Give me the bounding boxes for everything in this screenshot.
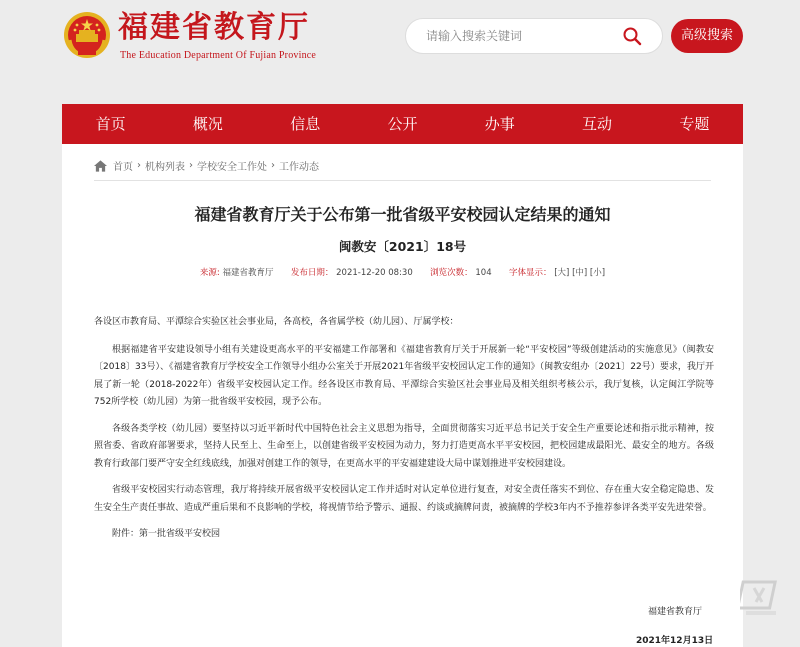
publish-date: 2021-12-20 08:30 (336, 268, 413, 278)
font-size-label: 字体显示： (509, 268, 552, 278)
source-value: 福建省教育厅 (222, 268, 274, 278)
main-nav (62, 104, 743, 144)
font-medium-link[interactable]: [中] (572, 268, 588, 278)
nav-item-interaction[interactable]: 互动 (582, 115, 613, 133)
article-container (62, 144, 743, 647)
breadcrumb-home[interactable]: 首页 (113, 162, 133, 173)
views-count: 104 (475, 268, 492, 278)
national-emblem-icon[interactable] (62, 10, 112, 60)
paragraph: 省级平安校园实行动态管理，我厅将持续开展省级平安校园认定工作并适时对认定单位进行复查，对安全责任落实不到位、存在重大安全稳定隐患、发生安全生产责任事故、造成严重后果和不良影响的学校，将视情节给予警示、通报、约谈或摘牌问责，被摘牌的学校3年内不予推荐参评各类平安先进荣誉。 (94, 485, 714, 513)
breadcrumb-work-news[interactable]: 工作动态 (279, 162, 319, 173)
breadcrumb-divider (94, 180, 711, 181)
breadcrumb-separator: › (189, 160, 193, 171)
nav-item-public[interactable]: 公开 (387, 115, 418, 133)
nav-item-services[interactable]: 办事 (484, 115, 515, 133)
advanced-search-button[interactable]: 高级搜索 (671, 19, 743, 53)
breadcrumb-separator: › (137, 160, 141, 171)
signing-date: 2021年12月13日 (636, 636, 714, 646)
salutation: 各设区市教育局、平潭综合实验区社会事业局，各高校，各省属学校（幼儿园）、厅属学校： (94, 317, 459, 327)
site-title[interactable]: 福建省教育厅 (118, 10, 310, 45)
views-label: 浏览次数： (430, 268, 473, 278)
font-large-link[interactable]: [大] (554, 268, 570, 278)
search-icon[interactable] (622, 26, 642, 46)
breadcrumb-org-list[interactable]: 机构列表 (145, 162, 185, 173)
article-body (94, 314, 714, 553)
nav-item-overview[interactable]: 概况 (192, 115, 223, 133)
watermark-logo-icon (740, 578, 782, 618)
breadcrumb (94, 158, 319, 173)
article-title: 福建省教育厅关于公布第一批省级平安校园认定结果的通知 (194, 205, 611, 224)
site-subtitle: The Education Department Of Fujian Province (120, 50, 317, 61)
paragraph: 各级各类学校（幼儿园）要坚持以习近平新时代中国特色社会主义思想为指导，全面贯彻落实习近平总书记关于安全生产重要论述和指示批示精神，按照省委、省政府部署要求，坚持人民至上、生命至上，以创建省级平安校园为动力，努力打造更高水平平安校园，把校园建成最阳光、最安全的地方。各级教育行政部门要严守安全红线底线，加强对创建工作的领导，在更高水平的平安福建建设大局中谋划推进平安校园建设。 (94, 423, 714, 469)
paragraph: 根据福建省平安建设领导小组有关建设更高水平的平安福建工作部署和《福建省教育厅关于开展新一轮“平安校园”等级创建活动的实施意见》（闽教安〔2018〕33号）、《福建省教育厅学校安全工作领导小组办公室关于开展2021年省级平安校园认定工作的通知》（闽教安组办〔2021〕22号）要求，我厅开展了新一轮（2018-2022年）省级平安校园认定工作。经各设区市教育局、平潭综合实验区社会事业局及相关组织考核公示，我厅复核，认定闽江学院等752所学校（幼儿园）为第一批省级平安校园，现予公布。 (94, 344, 714, 407)
document-number: 闽教安〔2021〕18号 (338, 239, 467, 254)
nav-item-info[interactable]: 信息 (290, 115, 321, 133)
date-label: 发布日期： (290, 268, 334, 278)
site-header (0, 0, 800, 100)
attachment-link[interactable]: 附件：第一批省级平安校园 (112, 529, 221, 539)
search-input[interactable] (426, 19, 626, 53)
font-small-link[interactable]: [小] (589, 268, 606, 278)
nav-item-topics[interactable]: 专题 (679, 115, 710, 133)
home-icon[interactable] (94, 160, 107, 172)
breadcrumb-safety-dept[interactable]: 学校安全工作处 (197, 162, 267, 173)
nav-item-home[interactable]: 首页 (95, 115, 126, 133)
breadcrumb-separator: › (271, 160, 275, 171)
source-label: 来源: (199, 268, 220, 278)
article-meta (62, 266, 743, 278)
signing-organization: 福建省教育厅 (648, 607, 703, 617)
